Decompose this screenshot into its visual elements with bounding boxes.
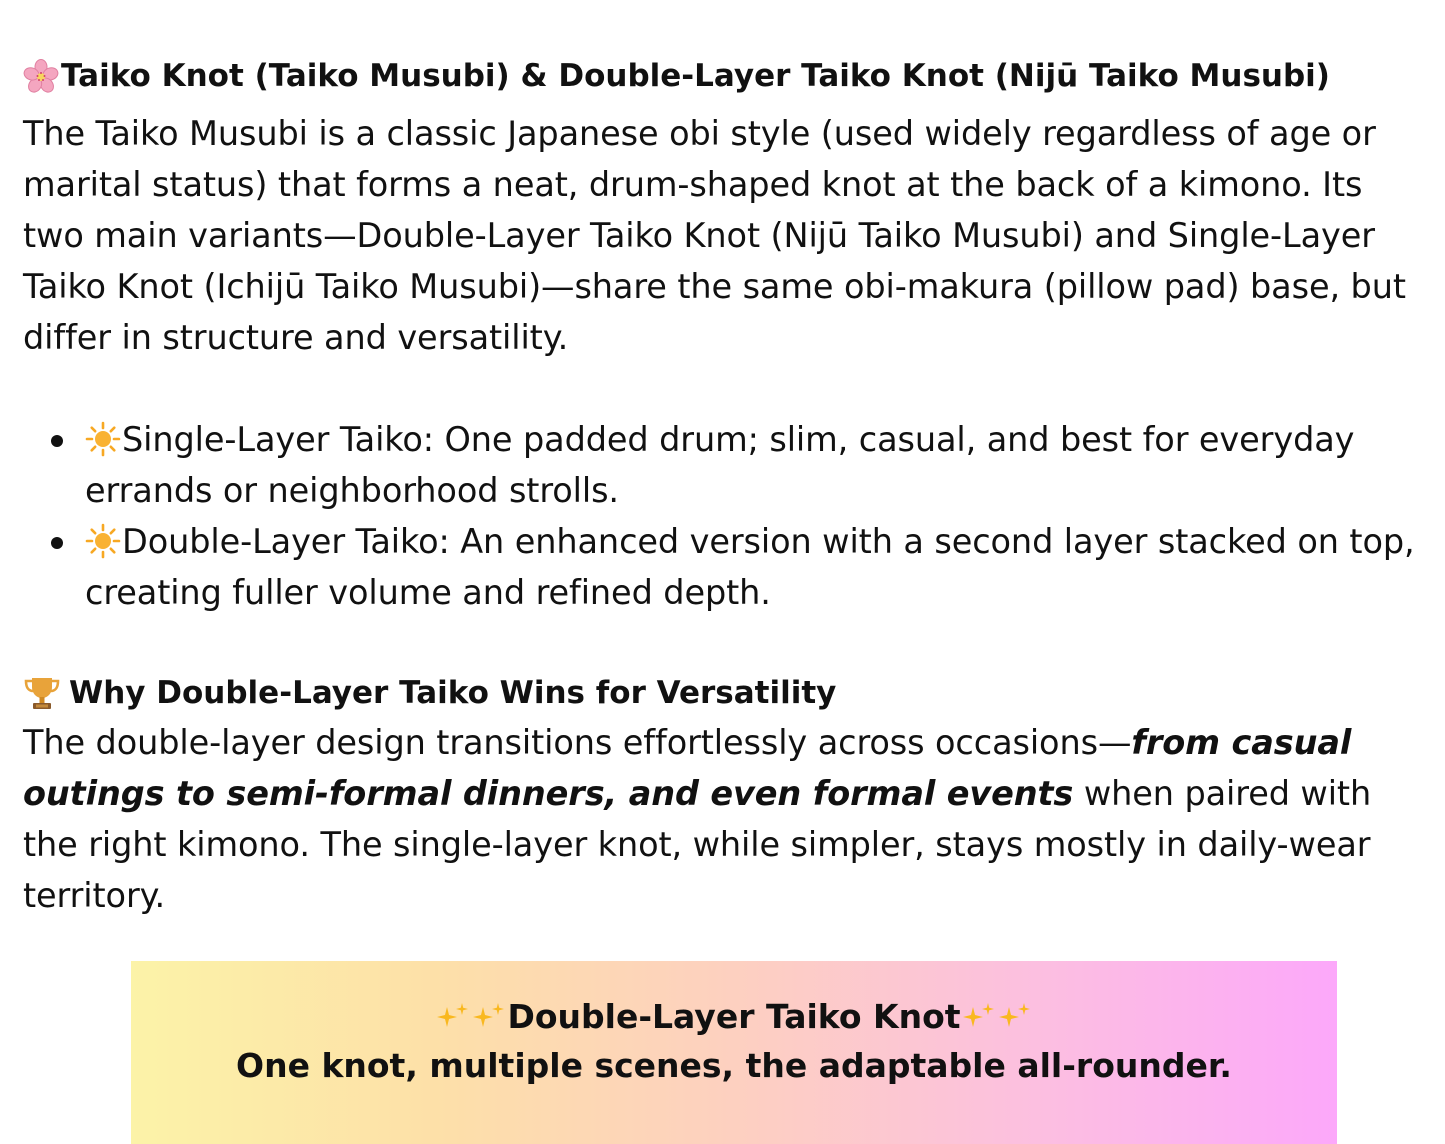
sun-icon	[85, 523, 121, 559]
banner-subtitle: One knot, multiple scenes, the adaptable all-rounder.	[236, 1046, 1232, 1085]
paragraph-text: The double-layer design transitions effortlessly across occasions—	[23, 723, 1132, 762]
sparkles-icon	[961, 999, 997, 1035]
bullet-dot	[51, 537, 63, 549]
paragraph-text: when paired with the right kimono. The single-layer knot, while simpler, stays mostly in daily-wear territory.	[23, 774, 1372, 915]
cherry-blossom-icon	[23, 59, 59, 95]
versatility-paragraph	[23, 717, 1418, 921]
section-heading-taiko-knot	[23, 52, 1418, 100]
list-item-text: Double-Layer Taiko: An enhanced version with a second layer stacked on top, creating fuller volume and refined depth.	[85, 522, 1415, 612]
list-item-text: Single-Layer Taiko: One padded drum; slim, casual, and best for everyday errands or neighborhood strolls.	[85, 420, 1355, 510]
list-item-double-layer	[23, 516, 1418, 618]
intro-paragraph: The Taiko Musubi is a classic Japanese obi style (used widely regardless of age or marital status) that forms a neat, drum-shaped knot at the back of a kimono. Its two main variants—Double-Layer Taiko Knot (Nijū Taiko Musubi) and Single-Layer Taiko Knot (Ichijū Taiko Musubi)—share the same obi-makura (pillow pad) base, but differ in structure and versatility.	[23, 114, 1406, 357]
highlight-banner	[131, 961, 1337, 1144]
versatility-section	[23, 669, 1418, 921]
article	[23, 52, 1418, 921]
sparkles-icon	[471, 999, 507, 1035]
section-heading-text: Taiko Knot (Taiko Musubi) & Double-Layer Taiko Knot (Nijū Taiko Musubi)	[61, 58, 1330, 94]
emphasized-text: from casual outings to semi-formal dinners, and even formal events	[23, 723, 1352, 813]
variant-list	[23, 414, 1418, 618]
list-item-single-layer	[23, 414, 1418, 516]
trophy-icon	[23, 675, 61, 711]
banner-title	[131, 994, 1337, 1040]
section-heading-text: Why Double-Layer Taiko Wins for Versatility	[69, 675, 837, 711]
section-heading-versatility	[23, 669, 1418, 717]
banner-title-text: Double-Layer Taiko Knot	[507, 997, 961, 1036]
sun-icon	[85, 421, 121, 457]
bullet-dot	[51, 435, 63, 447]
sparkles-icon	[997, 999, 1033, 1035]
sparkles-icon	[435, 999, 471, 1035]
